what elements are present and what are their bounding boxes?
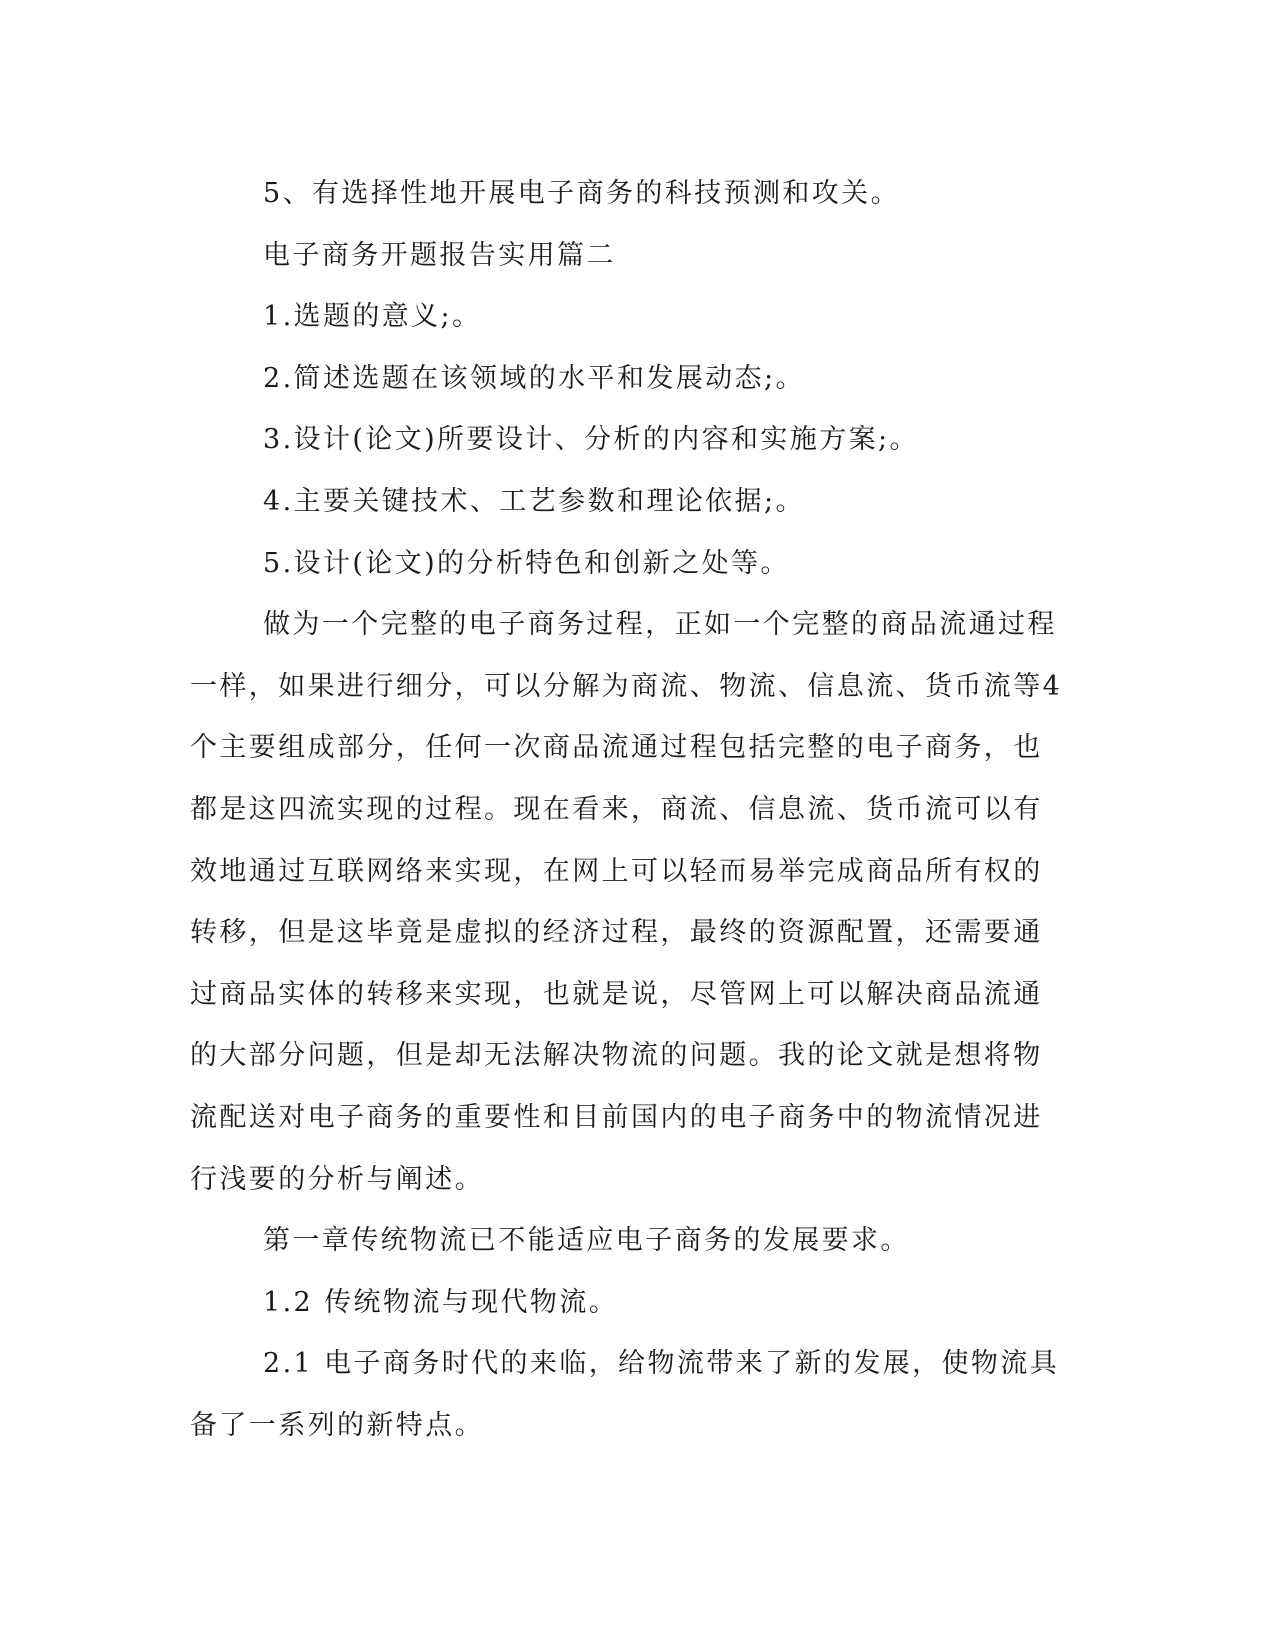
section-heading-part-two: 电子商务开题报告实用篇二 xyxy=(263,239,616,271)
paragraph-item-5-tech-forecast: 5、有选择性地开展电子商务的科技预测和攻关。 xyxy=(263,178,900,209)
chapter-heading-one: 第一章传统物流已不能适应电子商务的发展要求。 xyxy=(263,1225,910,1257)
list-item-topic-significance: 1.选题的意义;。 xyxy=(263,301,482,333)
body-paragraph-ecommerce-process: 做为一个完整的电子商务过程，正如一个完整的商品流通过程一样，如果进行细分，可以分解为商流、物流、信息流、货币流等4个主要组成部分，任何一次商品流通过程包括完整的电子商务，也都是这四流实现的过程。现在看来，商流、信息流、货币流可以有效地通过互联网络来实现，在网上可以轻而易举完成商品所有权的转移，但是这毕竟是虚拟的经济过程，最终的资源配置，还需要通过商品实体的转移来实现，也就是说，尽管网上可以解决商品流通的大部分问题，但是却无法解决物流的问题。我的论文就是想将物流配送对电子商务的重要性和目前国内的电子商务中的物流情况进行浅要的分析与阐述。 xyxy=(190,609,1063,1195)
list-item-field-level: 2.简述选题在该领域的水平和发展动态;。 xyxy=(263,362,805,394)
list-item-innovation: 5.设计(论文)的分析特色和创新之处等。 xyxy=(263,547,790,579)
list-item-key-technology: 4.主要关键技术、工艺参数和理论依据;。 xyxy=(263,485,805,517)
list-item-design-content: 3.设计(论文)所要设计、分析的内容和实施方案;。 xyxy=(263,424,919,456)
subsection-2-1: 2.1 电子商务时代的来临，给物流带来了新的发展，使物流具备了一系列的新特点。 xyxy=(190,1348,1060,1441)
subsection-1-2: 1.2 传统物流与现代物流。 xyxy=(263,1286,619,1318)
document-body xyxy=(190,163,1070,1456)
